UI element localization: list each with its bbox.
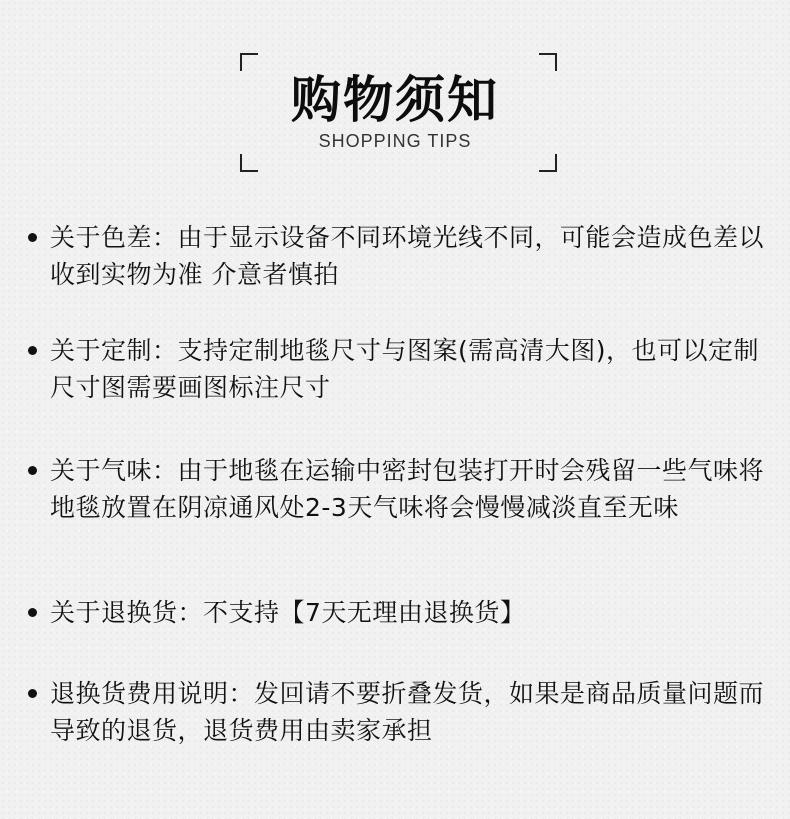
tip-text: 退换货费用说明：发回请不要折叠发货，如果是商品质量问题而导致的退货，退货费用由卖家承担 xyxy=(50,679,765,745)
frame-corner-bottom-right xyxy=(539,154,557,172)
tip-returns xyxy=(28,594,768,631)
bullet-dot-icon xyxy=(28,689,37,698)
tip-text: 关于色差：由于显示设备不同环境光线不同，可能会造成色差以收到实物为准 介意者慎拍 xyxy=(50,223,765,289)
bullet-dot-icon xyxy=(28,346,37,355)
tip-odor xyxy=(28,452,768,526)
tip-return-fees xyxy=(28,675,768,749)
frame-corner-top-right xyxy=(539,53,557,71)
page-subtitle: SHOPPING TIPS xyxy=(318,131,472,151)
frame-corner-top-left xyxy=(240,53,258,71)
tip-text: 关于定制：支持定制地毯尺寸与图案(需高清大图)，也可以定制尺寸图需要画图标注尺寸 xyxy=(50,336,760,402)
page-title: 购物须知 xyxy=(291,71,499,129)
tip-color-difference xyxy=(28,219,768,293)
tip-text: 关于退换货：不支持【7天无理由退换货】 xyxy=(50,598,526,627)
bullet-dot-icon xyxy=(28,608,37,617)
bullet-dot-icon xyxy=(28,233,37,242)
tip-customization xyxy=(28,332,768,406)
bullet-dot-icon xyxy=(28,466,37,475)
tip-text: 关于气味：由于地毯在运输中密封包装打开时会残留一些气味将地毯放置在阴凉通风处2-3天气味将会慢慢减淡直至无味 xyxy=(50,456,765,522)
frame-corner-bottom-left xyxy=(240,154,258,172)
